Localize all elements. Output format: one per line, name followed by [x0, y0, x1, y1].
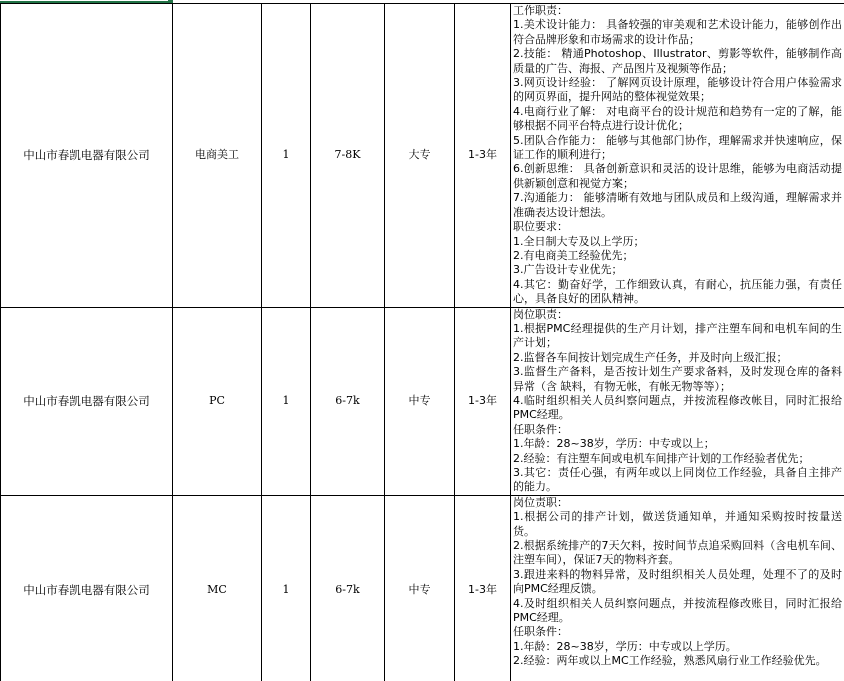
description-line: 3.其它：责任心强，有两年或以上同岗位工作经验，具备自主排产的能力。: [513, 466, 842, 494]
headcount-cell[interactable]: 1: [262, 495, 311, 681]
description-line: 任职条件：: [513, 422, 568, 436]
description-line: 4.及时组织相关人员纠察问题点，并按流程修改账目，同时汇报给PMC经理。: [513, 596, 842, 625]
description-line: 7.沟通能力： 能够清晰有效地与团队成员和上级沟通，理解需求并准确表达设计想法。: [513, 191, 842, 219]
description-cell[interactable]: [511, 495, 844, 681]
description-line: 任职条件：: [513, 625, 568, 639]
description-line: 工作职责：: [513, 4, 568, 17]
description-line: 1.年龄：28~38岁，学历：中专或以上学历。: [513, 639, 737, 653]
description-cell[interactable]: [511, 4, 844, 308]
position-cell[interactable]: MC: [173, 495, 262, 681]
education-cell[interactable]: 大专: [385, 4, 455, 308]
salary-cell[interactable]: 6-7k: [311, 495, 385, 681]
position-cell[interactable]: 电商美工: [173, 4, 262, 308]
company-cell[interactable]: 中山市春凯电器有限公司: [1, 4, 173, 308]
experience-cell[interactable]: 1-3年: [455, 307, 511, 495]
description-line: 1.根据公司的排产计划，做送货通知单，并通知采购按时按量送货。: [513, 510, 842, 538]
description-line: 岗位职责：: [513, 307, 568, 321]
table-row: [1, 4, 844, 308]
description-line: 1.全日制大专及以上学历；: [513, 234, 645, 248]
description-line: 1.美术设计能力： 具备较强的审美观和艺术设计能力，能够创作出符合品牌形象和市场需求的设计作品；: [513, 18, 842, 46]
salary-cell[interactable]: 7-8K: [311, 4, 385, 308]
description-line: 3.网页设计经验： 了解网页设计原理，能够设计符合用户体验需求的网页界面，提升网站的整体视觉效果；: [513, 76, 842, 104]
job-listing-table: [0, 3, 844, 681]
description-line: 6.创新思维： 具备创新意识和灵活的设计思维，能够为电商活动提供新颖创意和视觉方案；: [513, 162, 842, 190]
description-line: 1.根据PMC经理提供的生产月计划，排产注塑车间和电机车间的生产计划；: [513, 321, 842, 350]
description-line: 2.监督各车间按计划完成生产任务，并及时向上级汇报；: [513, 350, 788, 364]
description-line: 5.团队合作能力： 能够与其他部门协作，理解需求并快速响应，保证工作的顺利进行；: [513, 133, 842, 162]
company-cell[interactable]: 中山市春凯电器有限公司: [1, 495, 173, 681]
description-line: 1.年龄：28~38岁，学历：中专或以上；: [513, 437, 715, 451]
experience-cell[interactable]: 1-3年: [455, 495, 511, 681]
description-cell[interactable]: [511, 307, 844, 495]
description-line: 2.经验：两年或以上MC工作经验，熟悉风扇行业工作经验优先。: [513, 654, 827, 668]
salary-cell[interactable]: 6-7k: [311, 307, 385, 495]
description-line: 4.其它：勤奋好学，工作细致认真，有耐心，抗压能力强，有责任心，具备良好的团队精神。: [513, 277, 842, 306]
description-line: 2.技能： 精通Photoshop、Illustrator、剪影等软件，能够制作高质量的广告、海报、产品图片及视频等作品；: [513, 47, 842, 75]
description-line: 3.广告设计专业优先；: [513, 263, 623, 277]
position-cell[interactable]: PC: [173, 307, 262, 495]
experience-cell[interactable]: 1-3年: [455, 4, 511, 308]
education-cell[interactable]: 中专: [385, 495, 455, 681]
description-line: 2.有电商美工经验优先；: [513, 248, 634, 262]
description-line: 2.经验：有注塑车间或电机车间排产计划的工作经验者优先；: [513, 451, 810, 465]
description-line: 4.临时组织相关人员纠察问题点，并按流程修改帐目，同时汇报给PMC经理。: [513, 393, 842, 422]
description-line: 3.跟进来料的物料异常，及时组织相关人员处理，处理不了的及时向PMC经理反馈。: [513, 567, 842, 596]
description-line: 2.根据系统排产的7天欠料，按时间节点追采购回料（含电机车间、注塑车间），保证7天的物料齐套。: [513, 539, 842, 567]
description-line: 4.电商行业了解： 对电商平台的设计规范和趋势有一定的了解，能够根据不同平台特点进行设计优化；: [513, 104, 842, 133]
company-cell[interactable]: 中山市春凯电器有限公司: [1, 307, 173, 495]
description-line: 职位要求：: [513, 220, 568, 234]
table-row: [1, 307, 844, 495]
table-row: [1, 495, 844, 681]
description-line: 岗位责职：: [513, 495, 568, 509]
description-line: 3.监督生产备料，是否按计划生产要求备料，及时发现仓库的备料异常（含 缺料，有物无帐，有帐无物等等）；: [513, 365, 842, 393]
headcount-cell[interactable]: 1: [262, 307, 311, 495]
headcount-cell[interactable]: 1: [262, 4, 311, 308]
education-cell[interactable]: 中专: [385, 307, 455, 495]
